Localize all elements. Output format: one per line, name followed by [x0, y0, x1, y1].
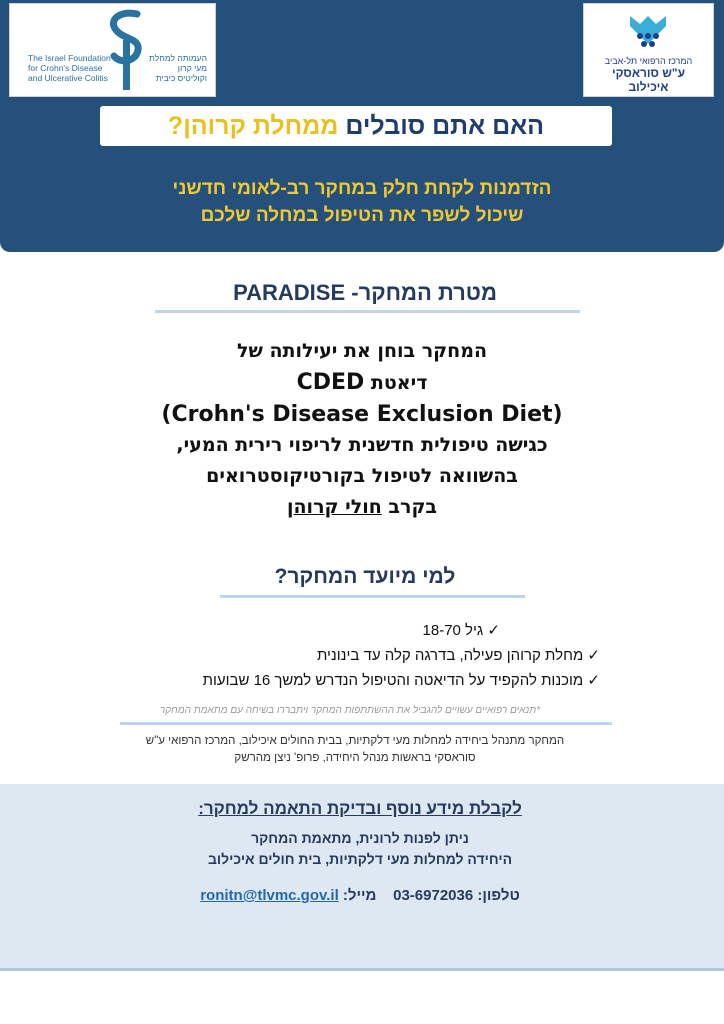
hospital-logo-icon — [584, 4, 713, 54]
phone-number[interactable]: 03-6972036 — [393, 887, 474, 904]
check-icon: ✓ — [587, 647, 600, 664]
page-subheadline: הזדמנות לקחת חלק במחקר רב-לאומי חדשני שיכול לשפר את הטיפול במחלה שלכם — [172, 178, 552, 226]
contact-details: ניתן לפנות לרונית, מתאמת המחקר היחידה למחלות מעי דלקתיות, בית חולים איכילוב — [207, 830, 513, 867]
hospital-name-line1: המרכז הרפואי תל-אביב — [604, 56, 693, 66]
divider — [155, 310, 580, 313]
check-icon: ✓ — [587, 672, 600, 689]
hospital-logo — [583, 3, 714, 97]
foundation-name-en: The Israel Foundation for Crohn's Disease and Ulcerative Colitis — [28, 53, 111, 83]
study-management-note: המחקר מתנהל ביחידה למחלות מעי דלקתיות, בבית החולים איכילוב, המרכז הרפואי ע"ש סוראסקי בראשות מנהל היחידה, פרופ' ניצן מהרשק — [145, 735, 565, 764]
study-description: המחקר בוחן את יעילותה של דיאטת CDED (Crohn's Disease Exclusion Diet) כגישה טיפולית חדשנית לריפוי רירית המעי, בהשוואה לטיפול בקורטיקוסטרואים בקרב חולי קרוהן — [161, 340, 563, 518]
eligibility-list — [100, 618, 600, 693]
check-icon: ✓ — [487, 622, 500, 639]
hospital-name-line3: איכילוב — [628, 80, 669, 94]
hospital-name-line2: ע"ש סוראסקי — [611, 66, 686, 80]
eligibility-title: למי מיועד המחקר? — [274, 565, 456, 588]
foundation-name-he: העמותה למחלת מעי קרון וקוליטיס כיבית — [149, 53, 207, 83]
list-item: ✓ גיל 18-70 — [422, 622, 500, 639]
email-label: מייל: — [342, 887, 377, 904]
email-link[interactable]: ronitn@tlvmc.gov.il — [200, 887, 339, 904]
list-item: ✓ מוכנות להקפיד על הדיאטה והטיפול הנדרש למשך 16 שבועות — [202, 672, 600, 689]
contact-info — [110, 887, 610, 904]
study-goal-title: מטרת המחקר- PARADISE — [233, 280, 497, 305]
divider — [120, 722, 612, 725]
divider — [220, 595, 525, 598]
phone-label: טלפון: — [477, 887, 520, 904]
headline-highlight: ממחלת קרוהן? — [167, 112, 339, 140]
page-headline: האם אתם סובלים ממחלת קרוהן? — [100, 106, 612, 146]
foundation-logo — [9, 3, 216, 97]
contact-title: לקבלת מידע נוסף ובדיקת התאמה למחקר: — [198, 799, 522, 818]
list-item: ✓ מחלת קרוהן פעילה, בדרגה קלה עד בינונית — [316, 647, 600, 664]
eligibility-footnote: *תנאים רפואיים עשויים להגביל את ההשתתפות המחקר ויתבררו בשיחה עם מתאמת המחקר — [159, 705, 541, 716]
